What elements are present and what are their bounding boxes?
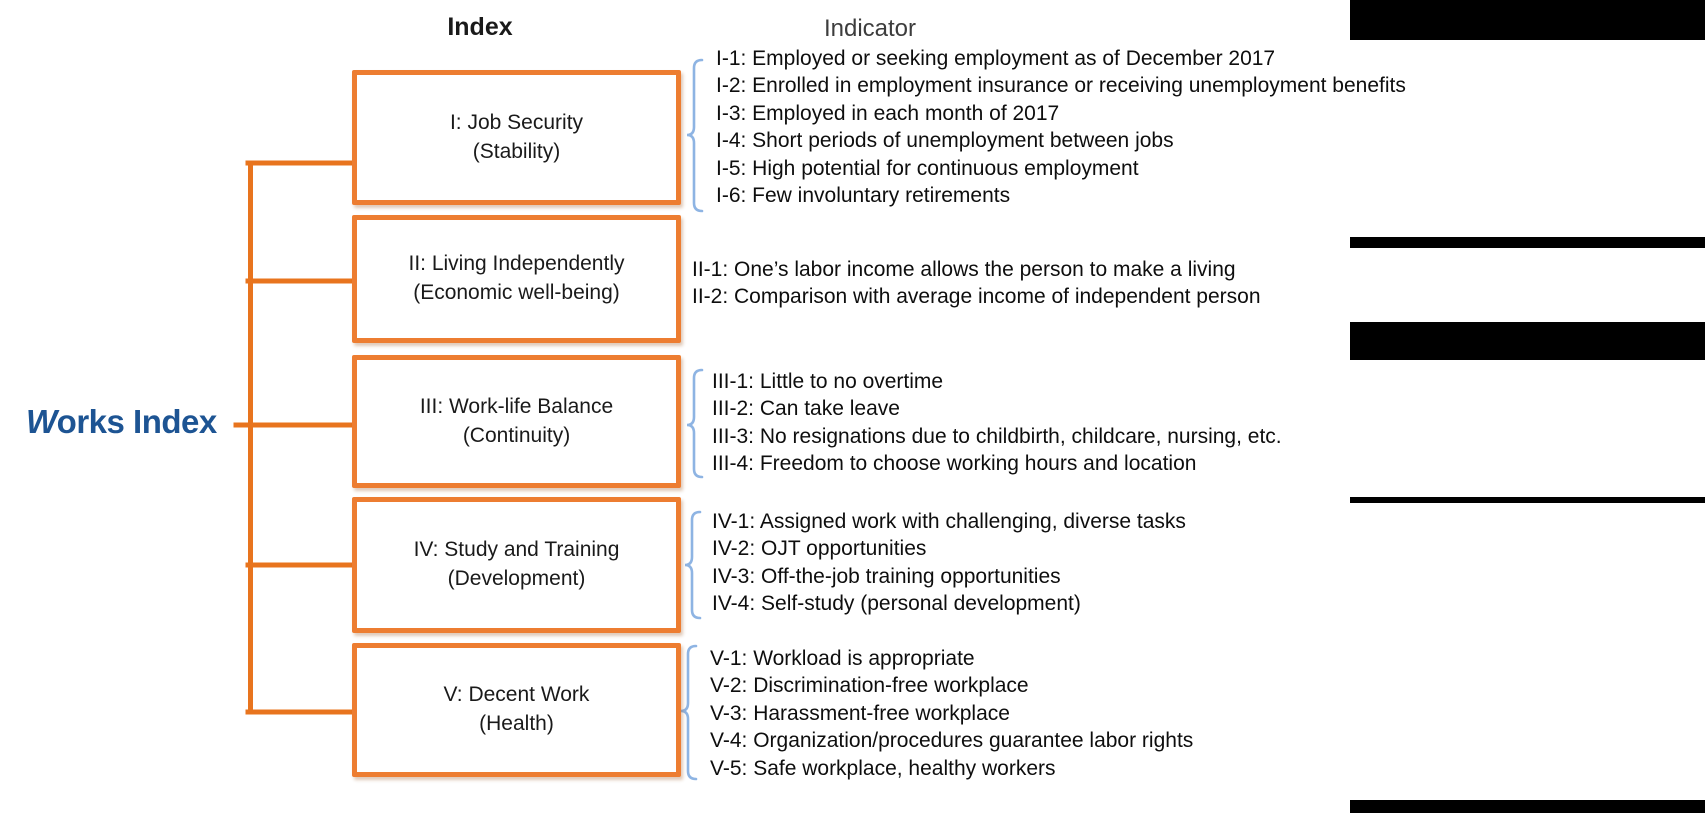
indicator-row: V-2: Discrimination-free workplace [710,674,1029,698]
index-box-living-independently [352,215,681,343]
index-box-subtitle: (Continuity) [462,423,571,447]
index-box-work-life-balance [352,355,681,488]
index-box-decent-work [352,643,681,777]
redaction-bar [1350,0,1705,40]
indicator-row: III-3: No resignations due to childbirth, childcare, nursing, etc. [712,424,1282,448]
indicator-row: V-1: Workload is appropriate [710,647,975,670]
redaction-bar [1350,497,1705,503]
indicator-row: II-1: One’s labor income allows the person to make a living [692,258,1236,281]
works-index-logo: Works Index [26,403,217,440]
indicator-row: V-3: Harassment-free workplace [710,701,1010,725]
indicator-row: I-4: Short periods of unemployment between jobs [716,129,1174,153]
brace-icon-section5 [681,646,696,779]
indicator-row: II-2: Comparison with average income of independent person [692,285,1261,309]
indicator-row: III-1: Little to no overtime [712,370,944,393]
redaction-bar [1350,322,1705,360]
index-box-subtitle: (Stability) [472,139,561,163]
indicator-row: V-5: Safe workplace, healthy workers [710,756,1056,780]
indicator-list-section1 [716,45,1406,209]
index-box-subtitle: (Health) [479,712,554,735]
indicator-list-section3 [712,368,1282,478]
brace-icon-section3 [687,370,702,477]
index-box-job-security [352,70,681,205]
connector-tree [236,163,352,712]
indicator-row: IV-3: Off-the-job training opportunities [712,564,1061,588]
column-header-index: Index [447,13,513,41]
indicator-list-section5 [710,645,1193,782]
indicator-row: III-2: Can take leave [712,397,900,421]
column-header-indicator: Indicator [823,15,917,42]
brace-icon-section1 [687,60,702,211]
indicator-row: I-2: Enrolled in employment insurance or receiving unemployment benefits [716,74,1406,98]
index-box-title: III: Work-life Balance [419,394,614,418]
indicator-row: IV-2: OJT opportunities [712,537,927,561]
indicator-row: IV-1: Assigned work with challenging, diverse tasks [712,510,1186,533]
indicator-row: IV-4: Self-study (personal development) [712,592,1081,616]
index-box-study-and-training [352,497,681,633]
indicator-list-section4 [712,508,1186,618]
indicator-list-section2 [692,256,1261,311]
indicator-row: I-3: Employed in each month of 2017 [716,101,1060,125]
index-box-subtitle: (Economic well-being) [413,281,620,304]
indicator-row: III-4: Freedom to choose working hours and location [712,452,1197,476]
brace-icon-section4 [685,512,700,618]
indicator-row: V-4: Organization/procedures guarantee labor rights [710,729,1194,753]
index-box-title: V: Decent Work [443,683,590,707]
redaction-bar [1350,800,1705,813]
indicator-row: I-6: Few involuntary retirements [716,183,1011,207]
redaction-bar [1350,237,1705,248]
index-box-title: I: Job Security [449,110,584,134]
indicator-row: I-5: High potential for continuous employment [716,156,1139,180]
index-box-subtitle: (Development) [447,567,586,590]
indicator-row: I-1: Employed or seeking employment as of December 2017 [716,47,1276,70]
index-box-title: IV: Study and Training [413,538,620,562]
index-box-title: II: Living Independently [408,252,625,276]
